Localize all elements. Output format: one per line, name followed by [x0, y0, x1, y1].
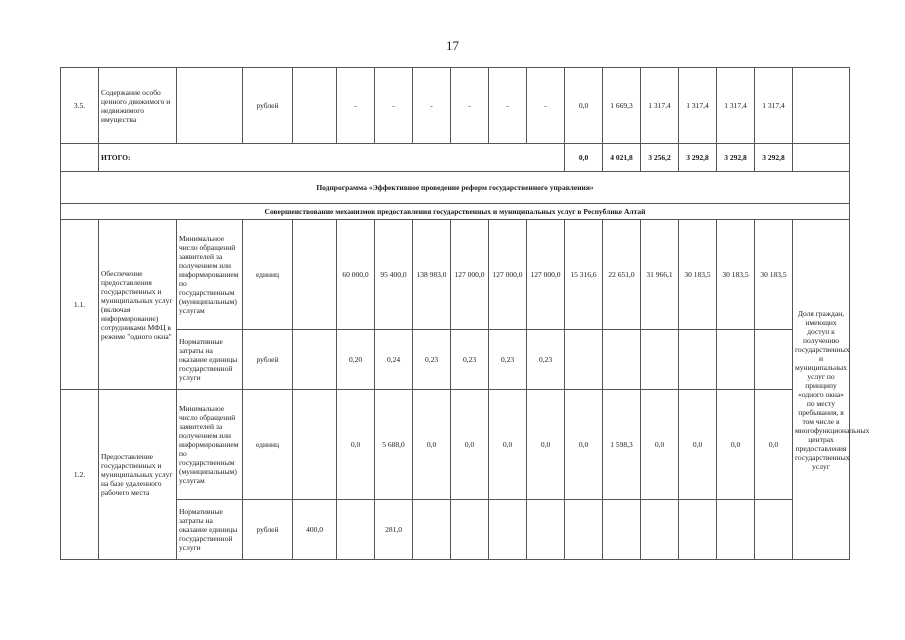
row-number: 1.1. [61, 220, 99, 390]
value-cell: 22 651,0 [603, 220, 641, 330]
row-number: 1.2. [61, 390, 99, 560]
value-cell [755, 500, 793, 560]
total-value: 0,0 [565, 144, 603, 172]
value-cell: - [375, 68, 413, 144]
table-row-1-1-a [61, 220, 850, 330]
table-row-3-5 [61, 68, 850, 144]
value-cell: 0,0 [641, 390, 679, 500]
value-cell: 5 688,0 [375, 390, 413, 500]
value-cell: 400,0 [293, 500, 337, 560]
total-value: 3 292,8 [679, 144, 717, 172]
value-cell: 0,23 [489, 330, 527, 390]
event-name: Содержание особо ценного движимого и недвижимого имущества [99, 68, 177, 144]
value-cell: 30 183,5 [679, 220, 717, 330]
value-cell: 0,23 [527, 330, 565, 390]
total-value: 3 292,8 [755, 144, 793, 172]
page-number: 17 [446, 38, 459, 53]
value-cell [337, 500, 375, 560]
value-cell [451, 500, 489, 560]
indicator-cell [177, 68, 243, 144]
value-cell: - [337, 68, 375, 144]
value-cell: 127 000,0 [451, 220, 489, 330]
value-cell [717, 330, 755, 390]
unit-cell: рублей [243, 68, 293, 144]
value-cell: - [451, 68, 489, 144]
table-row-1-2-a [61, 390, 850, 500]
unit-cell: единиц [243, 390, 293, 500]
value-cell: 1 317,4 [755, 68, 793, 144]
value-cell [293, 330, 337, 390]
value-cell: 0,0 [565, 68, 603, 144]
indicator-cell: Нормативные затраты на оказание единицы государственной услуги [177, 330, 243, 390]
value-cell: 0,23 [451, 330, 489, 390]
event-name: Обеспечение предоставления государственных и муниципальных услуг (включая информирование) сотрудниками МФЦ в режиме "одного окна" [99, 220, 177, 390]
value-cell: 127 000,0 [527, 220, 565, 330]
table-row-total [61, 144, 850, 172]
unit-cell: рублей [243, 500, 293, 560]
indicator-cell: Минимальное число обращений заявителей за получением или информированием по государственным (муниципальным) услугам [177, 220, 243, 330]
target-indicator-note: Доля граждан, имеющих доступ к получению государственных и муниципальных услуг по принципу «одного окна» по месту пребывания, в том числе в многофункциональных центрах предоставления государственных услуг [793, 220, 850, 560]
value-cell [679, 330, 717, 390]
value-cell: - [489, 68, 527, 144]
value-cell: 0,0 [337, 390, 375, 500]
value-cell [565, 500, 603, 560]
note-cell [793, 144, 850, 172]
value-cell [565, 330, 603, 390]
event-name: Предоставление государственных и муниципальных услуг на базе удаленного рабочего места [99, 390, 177, 560]
total-value: 3 292,8 [717, 144, 755, 172]
value-cell: - [413, 68, 451, 144]
table-row-1-2-b [61, 500, 850, 560]
section-title: Совершенствование механизмов предоставления государственных и муниципальных услуг в Республике Алтай [61, 204, 850, 220]
value-cell: 0,0 [679, 390, 717, 500]
table-row-1-1-b [61, 330, 850, 390]
value-cell: 0,0 [717, 390, 755, 500]
value-cell: 30 183,5 [717, 220, 755, 330]
note-cell [793, 68, 850, 144]
value-cell [527, 500, 565, 560]
indicator-cell: Нормативные затраты на оказание единицы государственной услуги [177, 500, 243, 560]
value-cell: 1 317,4 [641, 68, 679, 144]
value-cell [641, 330, 679, 390]
value-cell: 0,23 [413, 330, 451, 390]
value-cell: 127 000,0 [489, 220, 527, 330]
value-cell: 0,0 [565, 390, 603, 500]
total-value: 3 256,2 [641, 144, 679, 172]
value-cell: 0,0 [451, 390, 489, 500]
value-cell [413, 500, 451, 560]
value-cell: 1 317,4 [679, 68, 717, 144]
total-value: 4 021,8 [603, 144, 641, 172]
value-cell: 31 966,1 [641, 220, 679, 330]
row-number [61, 144, 99, 172]
value-cell [293, 68, 337, 144]
total-label: ИТОГО: [99, 144, 565, 172]
value-cell [293, 220, 337, 330]
indicator-cell: Минимальное число обращений заявителей за получением или информированием по государственным (муниципальным) услугам [177, 390, 243, 500]
unit-cell: единиц [243, 220, 293, 330]
value-cell [293, 390, 337, 500]
value-cell [641, 500, 679, 560]
value-cell: 281,0 [375, 500, 413, 560]
value-cell: 60 000,0 [337, 220, 375, 330]
value-cell: 15 316,6 [565, 220, 603, 330]
unit-cell: рублей [243, 330, 293, 390]
value-cell: 138 983,0 [413, 220, 451, 330]
value-cell: 30 183,5 [755, 220, 793, 330]
value-cell: 0,0 [413, 390, 451, 500]
value-cell: 1 317,4 [717, 68, 755, 144]
value-cell [603, 500, 641, 560]
value-cell: 0,24 [375, 330, 413, 390]
subprogram-row [61, 172, 850, 204]
subprogram-title: Подпрограмма «Эффективное проведение реформ государственного управления» [61, 172, 850, 204]
value-cell: - [527, 68, 565, 144]
value-cell: 1 669,3 [603, 68, 641, 144]
value-cell [679, 500, 717, 560]
value-cell: 95 400,0 [375, 220, 413, 330]
program-table [60, 67, 870, 560]
value-cell [489, 500, 527, 560]
value-cell: 0,0 [755, 390, 793, 500]
value-cell: 0,0 [527, 390, 565, 500]
section-row [61, 204, 850, 220]
row-number: 3.5. [61, 68, 99, 144]
value-cell [603, 330, 641, 390]
value-cell: 0,0 [489, 390, 527, 500]
value-cell: 0,20 [337, 330, 375, 390]
value-cell [755, 330, 793, 390]
value-cell [717, 500, 755, 560]
value-cell: 1 598,3 [603, 390, 641, 500]
